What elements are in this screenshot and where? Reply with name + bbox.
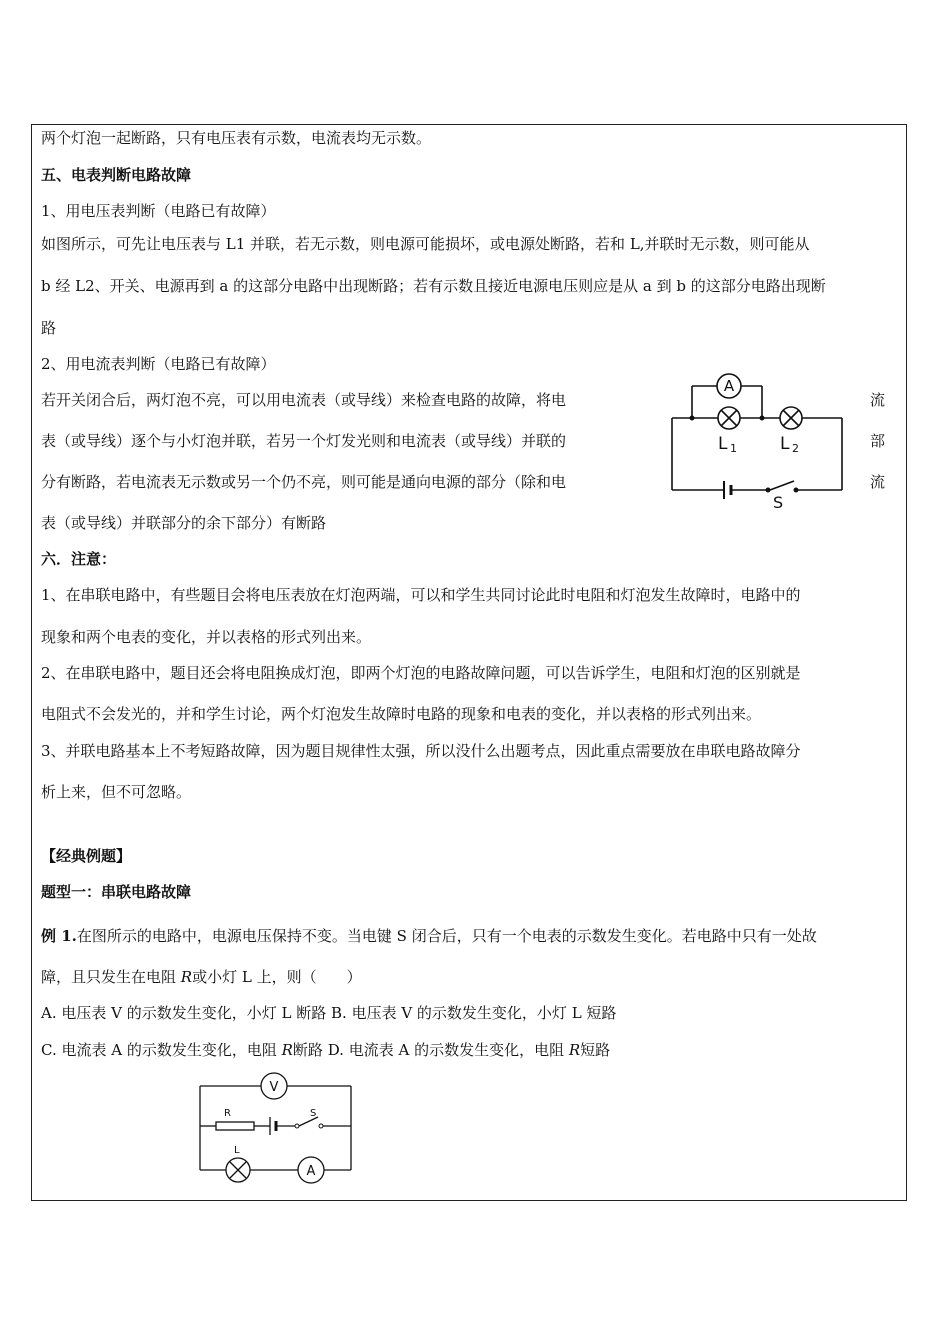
text-fragment: 流 — [870, 473, 886, 491]
text-line: 表（或导线）并联部分的余下部分）有断路 — [41, 514, 327, 532]
example-line — [41, 966, 362, 988]
switch-label: S — [773, 493, 784, 512]
text-fragment: 短路 — [580, 1041, 611, 1059]
resistor-label: R — [224, 1108, 231, 1119]
section-title: 六．注意： — [41, 550, 117, 568]
variable-r: R — [568, 1041, 581, 1059]
ammeter-label: A — [723, 377, 735, 395]
text-line: 3、并联电路基本上不考短路故障，因为题目规律性太强，所以没什么出题考点，因此重点需要放在串联电路故障分 — [41, 742, 801, 760]
section-title: 五、电表判断电路故障 — [41, 166, 192, 184]
resistor-icon — [216, 1122, 254, 1130]
text-line: 两个灯泡一起断路，只有电压表有示数，电流表均无示数。 — [41, 129, 432, 147]
text-fragment: 部 — [870, 432, 886, 450]
text-line: b 经 L2、开关、电源再到 a 的这部分电路中出现断路；若有示数且接近电源电压则应是从 a 到 b 的这部分电路出现断 — [41, 277, 826, 295]
subsection-title: 1、用电压表判断（电路已有故障） — [41, 202, 276, 220]
heading-question-type: 题型一：串联电路故障 — [41, 883, 192, 901]
series-circuit-diagram — [190, 1072, 365, 1187]
text-line: 路 — [41, 319, 57, 337]
variable-r: R — [281, 1041, 293, 1059]
text-line: 如图所示，可先让电压表与 L1 并联，若无示数，则电源可能损坏，或电源处断路，若和 L,并联时无示数，则可能从 — [41, 235, 810, 253]
text-fragment: 或小灯 L 上，则（ ） — [192, 968, 362, 986]
text-line: 表（或导线）逐个与小灯泡并联，若另一个灯发光则和电流表（或导线）并联的 — [41, 432, 567, 450]
parallel-circuit-diagram — [660, 373, 850, 513]
voltmeter-label: V — [269, 1080, 279, 1095]
example-line — [41, 925, 817, 947]
heading-classic-examples: 【经典例题】 — [41, 847, 132, 865]
lamp2-label: L — [780, 434, 790, 454]
text-line: 分有断路，若电流表无示数或另一个仍不亮，则可能是通向电源的部分（除和电 — [41, 473, 567, 491]
text-line: 2、在串联电路中，题目还会将电阻换成灯泡，即两个灯泡的电路故障问题，可以告诉学生，电阻和灯泡的区别就是 — [41, 664, 801, 682]
lamp2-subscript: 2 — [792, 442, 799, 455]
text-line: 电阻式不会发光的，并和学生讨论，两个灯泡发生故障时电路的现象和电表的变化，并以表格的形式列出来。 — [41, 705, 762, 723]
ammeter-label: A — [306, 1164, 316, 1179]
lamp1-label: L — [718, 434, 728, 454]
text-fragment: 障，且只发生在电阻 — [41, 968, 181, 986]
example-text: 在图所示的电路中，电源电压保持不变。当电键 S 闭合后，只有一个电表的示数发生变化。若电路中只有一处故 — [76, 927, 817, 945]
text-fragment: C. 电流表 A 的示数发生变化，电阻 — [41, 1041, 282, 1059]
variable-r: R — [180, 968, 193, 986]
subsection-title: 2、用电流表判断（电路已有故障） — [41, 355, 276, 373]
text-fragment: 流 — [870, 391, 886, 409]
text-line: 析上来，但不可忽略。 — [41, 783, 192, 801]
text-line: 1、在串联电路中，有些题目会将电压表放在灯泡两端，可以和学生共同讨论此时电阻和灯泡发生故障时，电路中的 — [41, 586, 801, 604]
option-line-cd — [41, 1039, 610, 1061]
text-line: 现象和两个电表的变化，并以表格的形式列出来。 — [41, 628, 372, 646]
lamp-label: L — [234, 1145, 240, 1156]
text-line: 若开关闭合后，两灯泡不亮，可以用电流表（或导线）来检查电路的故障，将电 — [41, 391, 567, 409]
lamp1-subscript: 1 — [730, 442, 737, 455]
switch-label: S — [310, 1108, 317, 1119]
example-label: 例 1. — [41, 927, 77, 945]
option-line-ab: A. 电压表 V 的示数发生变化，小灯 L 断路 B. 电压表 V 的示数发生变化，小灯 L 短路 — [41, 1004, 617, 1022]
text-fragment: 断路 D. 电流表 A 的示数发生变化，电阻 — [292, 1041, 569, 1059]
